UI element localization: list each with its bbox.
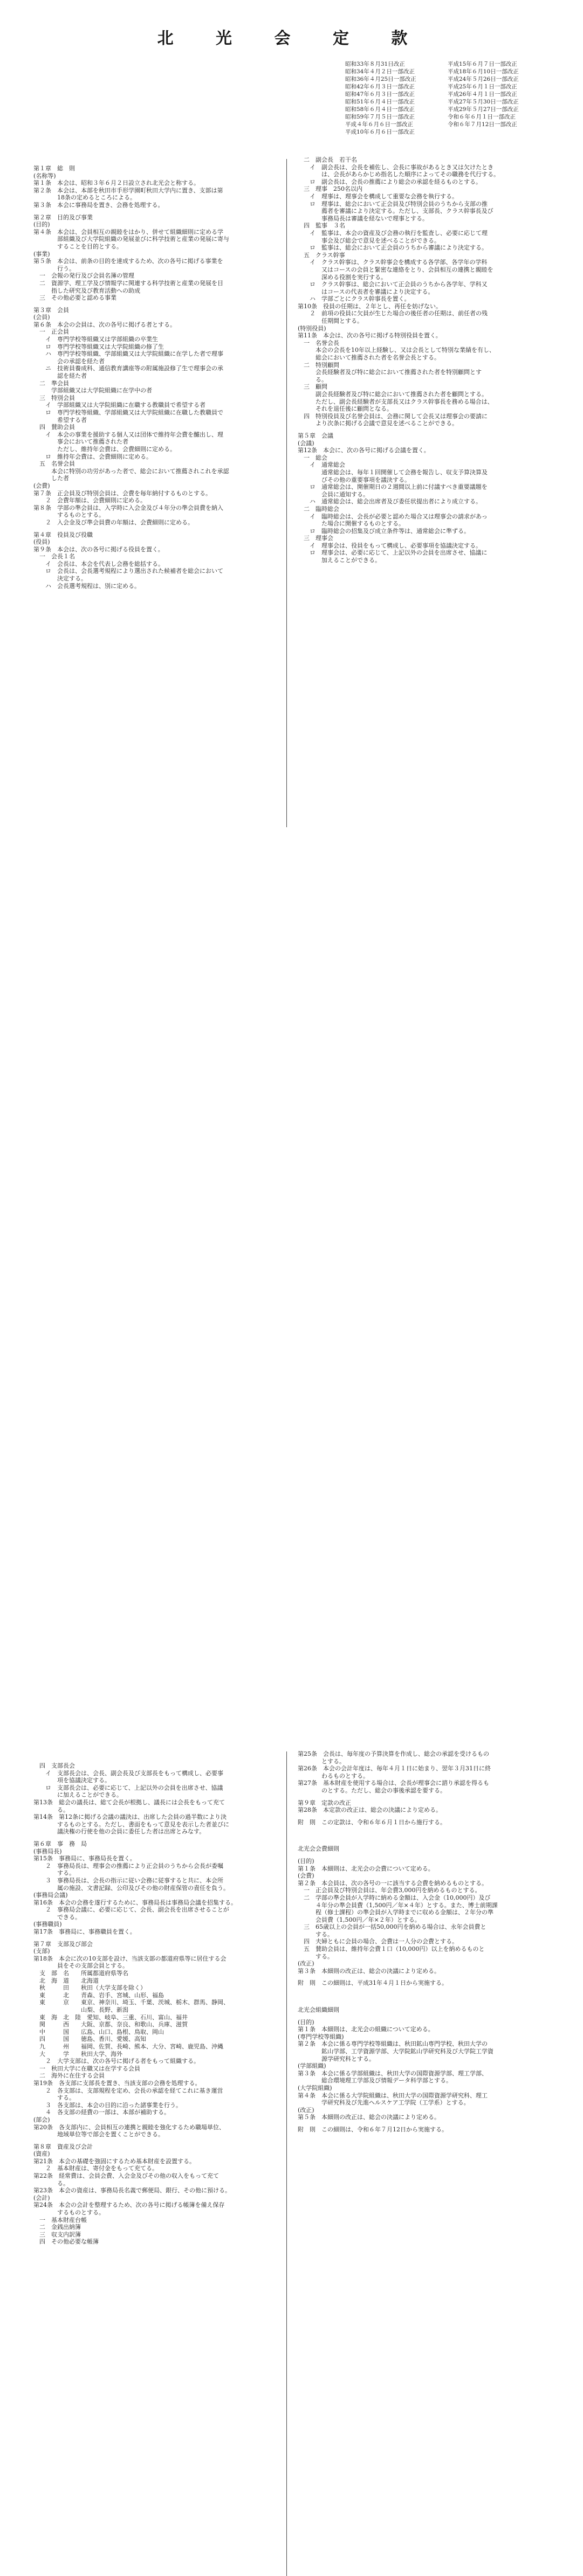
text-line: 第23条 本会の資産は、事務局長名義で郵便局、銀行、その他に預ける。 [33, 2187, 231, 2194]
text-line: イ クラス幹事は、クラス幹事会を構成する各学部、各学年の学科 [298, 259, 488, 266]
text-line: 員をその支部会員とする。 [33, 1962, 128, 1970]
text-line: ロ 理事は、総会において正会員及び特別会員のうちから支部の推 [298, 200, 488, 207]
text-line: それを退任後に顧問となる。 [298, 405, 393, 413]
text-line: 四 賛助会員 [33, 424, 75, 431]
text-line: 第７章 支部及び部会 [33, 1940, 93, 1948]
text-line: 第17条 事務局に、事務職員を置く。 [33, 1928, 136, 1936]
text-line: 附 則 この細則は、令和６年７月12日から実施する。 [298, 2125, 448, 2133]
text-line: 第２条 本会員は、次の各号の一に該当する会費を納めるものとする。 [298, 1879, 488, 1887]
text-line: ４年分の準会員費（1,500円／年×４年）とする。また、博士前期課 [298, 1901, 498, 1909]
text-line: 第６章 事 務 局 [33, 1840, 87, 1847]
text-line: できる。 [33, 1913, 81, 1921]
revision-entry: 平成４年６月６日一部改正 [345, 121, 413, 128]
text-line: (部会) [33, 2116, 50, 2123]
text-line: ただし、副会長経験者が支部長又はクラス幹事長を務める場合は、 [298, 398, 493, 405]
text-line: 第３条 本会に係る学部組織は、秋田大学の国際資源学部、理工学部、 [298, 2069, 488, 2077]
text-line: 二 資源学、理工学及び情報学に関連する科学技術と産業の発展を目 [33, 279, 223, 287]
text-line: る。 [33, 2179, 69, 2187]
text-line: 決定する。 [33, 575, 87, 583]
text-line: ロ 監事は、総会において正会員のうちから審議により決定する。 [298, 244, 488, 252]
text-line: びその他の重要事項を議決する。 [298, 476, 410, 483]
text-line: 第２条 本会に係る専門学校等組織は、秋田鉱山専門学校、秋田大学の [298, 2040, 488, 2048]
text-line: 又はコースの会員と緊密な連絡をとり、会員相互の連携と親睦を [298, 266, 493, 273]
text-line: することを目的とする。 [33, 243, 122, 250]
text-line: する。 [298, 1952, 333, 1960]
text-line: ハ 学部ごとにクラス幹事長を置く。 [298, 295, 410, 303]
revision-entry [448, 128, 550, 136]
text-line: 属の施設、文書記録、公印及びその他の財産保管の責任を負う。 [33, 1884, 229, 1892]
text-line: 加えることができる。 [298, 557, 381, 564]
page1-right-column [298, 156, 567, 564]
text-line: 秋 田 秋田（大学支部を除く） [33, 1984, 146, 1992]
text-line: 任期間とする。 [298, 317, 363, 325]
text-line: 認を経た者 [33, 372, 87, 380]
text-line: 東 海 北 陸 愛知、岐阜、三重、石川、富山、福井 [33, 2013, 188, 2021]
text-line: 鉱山学部、工学資源学部、大学院鉱山学研究科及び大学院工学資 [298, 2048, 493, 2055]
text-line: 第４条 本会に係る大学院組織は、秋田大学の国際資源学研究科、理工 [298, 2092, 488, 2099]
text-line: ３ 各支部は、本会の目的に沿った諸事業を行う。 [33, 2101, 182, 2109]
revision-row [345, 121, 577, 128]
text-line: ２ 事務局会議に、必要に応じて、会長、副会長を出席させることが [33, 1906, 229, 1914]
text-line: (大学院組織) [298, 2084, 332, 2092]
section-gap [298, 427, 567, 432]
text-line: ３ 事務局長は、会長の指示に従い会務に従事すると共に、本会所 [33, 1876, 223, 1884]
text-line: 四 特別役員及び名誉会員は、会務に関して会長又は理事会の要請に [298, 412, 488, 420]
text-line: 第22条 経常費は、会員会費、入会金及びその他の収入をもって充て [33, 2172, 219, 2180]
text-line: イ 専門学校等組織又は学部組織の卒業生 [33, 336, 158, 343]
text-line: た場合に開催するものとする。 [298, 520, 404, 528]
text-line: ２ 大学支部は、次の各号に掲げる者をもって組織する。 [33, 2058, 200, 2065]
text-line: 二 準会員 [33, 379, 69, 387]
text-line: 一 名誉会長 [298, 339, 339, 347]
text-line: 第３条 本細則の改正は、総会の決議により定める。 [298, 1967, 440, 1975]
text-line: ただし、維持年会費は、会費細則に定める。 [33, 445, 176, 453]
revision-entry: 令和６年７月12日一部改正 [448, 121, 517, 128]
text-line: (特別役員) [298, 324, 326, 332]
text-line: 五 賛助会員は、維持年会費１口（10,000円）以上を納めるものと [298, 1945, 485, 1953]
page1-left-column [33, 165, 282, 590]
text-line: 総会において推薦された者を名誉会長とする。 [298, 354, 440, 362]
section-gap [298, 1795, 567, 1799]
revision-entry: 昭和34年４月２日一部改正 [345, 68, 415, 75]
text-line: した者 [33, 475, 69, 482]
revision-entry: 平成26年４月１日一部改正 [448, 91, 517, 98]
text-line: ロ 臨時総会の招集及び成立条件等は、通常総会に準ずる。 [298, 527, 470, 535]
text-line: (目的) [298, 1857, 314, 1865]
text-line: ロ 副会長は、会長の推薦により総会の承認を経るものとする。 [298, 178, 482, 185]
text-line: (目的) [298, 2018, 314, 2026]
text-line: 山梨、長野、新潟 [33, 2006, 128, 2013]
text-line: 三 顧問 [298, 383, 327, 391]
section-gap [33, 1936, 282, 1941]
text-line: イ 支部長会は、会長、副会長及び支部長をもって構成し、必要事 [33, 1769, 223, 1777]
text-line: 第９章 定款の改正 [298, 1799, 351, 1806]
text-line: ４ 各支部の経費の一部は、本部が補助する。 [33, 2109, 170, 2116]
section-gap [298, 1836, 567, 1840]
text-line: 第26条 本会の会計年度は、毎年４月１日に始まり、翌年３月31日に終 [298, 1765, 491, 1772]
text-line: 第25条 会長は、毎年度の予算決算を作成し、総会の承認を受けるもの [298, 1750, 489, 1757]
revision-entry: 令和６年６月１日一部改正 [448, 114, 516, 120]
text-line: する。 [298, 1930, 333, 1938]
revision-row [345, 128, 577, 136]
section-gap [298, 1997, 567, 2002]
text-line: ２ 各支部は、支部規程を定め、会長の承認を経てこれに基き運営 [33, 2087, 223, 2094]
text-line: ロ 通常総会は、開催期日の２週間以上前に付議すべき重要議題を [298, 483, 488, 491]
text-line: 一 会長１名 [33, 553, 75, 560]
text-line: ニ 技術員養成科、通信教育講座等の附属施設修了生で理事会の承 [33, 365, 223, 372]
text-line: する。 [33, 2094, 75, 2102]
text-line: 第１条 本細則は、北光会の組織について定める。 [298, 2026, 434, 2033]
section-gap [298, 2121, 567, 2126]
revision-row [345, 75, 577, 83]
text-line: 三 特別会員 [33, 394, 75, 401]
text-line: 程（修士課程）の準会員が入学時までに収める金額は、２年分の準 [298, 1909, 493, 1916]
text-line: 行う。 [33, 265, 75, 272]
text-line: 第６条 本会の会員は、次の各号に掲げる者とする。 [33, 321, 176, 328]
text-line: 第２条 本会は、本部を秋田市手形学園町秋田大学内に置き、支部は第 [33, 186, 223, 194]
page2-left-column [33, 1762, 282, 2246]
revision-entry: 平成24年５月26日一部改正 [448, 76, 519, 82]
text-line: る。 [298, 376, 327, 383]
text-line: ロ クラス幹事は、総会において正会員のうちから各学年、学科又 [298, 281, 488, 288]
text-line: 第11条 本会は、次の各号に掲げる特別役員を置く。 [298, 332, 442, 340]
text-line: 会長経験者及び特に総会において推薦された者を特別顧問とす [298, 369, 482, 376]
text-line: イ 通常総会 [298, 461, 345, 469]
text-line: 一 会報の発行及び会員名簿の管理 [33, 272, 134, 280]
text-line: イ 副会長は、会長を補佐し、会長に事故があるとき又は欠けたとき [298, 163, 493, 171]
text-line: 三 65歳以上の会員が一括50,000円を納める場合は、永年会員費と [298, 1923, 486, 1931]
text-line: 第３章 会員 [33, 306, 69, 314]
section-gap [298, 1826, 567, 1831]
text-line: 源学研究科とする。 [298, 2055, 375, 2062]
text-line: ロ 支部長会は、必要に応じて、上記以外の会員を出席させ、協議 [33, 1784, 223, 1791]
text-line: 三 収支内訳簿 [33, 2231, 81, 2238]
section-gap [33, 2138, 282, 2143]
document-page-1 [0, 0, 583, 841]
column-divider [286, 1751, 287, 2576]
text-line: 第21条 本会の基礎を強固にするため基本財産を設置する。 [33, 2157, 195, 2165]
revision-entry: 平成29年５月27日一部改正 [448, 106, 519, 113]
text-line: 東 京 東京、神奈川、埼玉、千葉、茨城、栃木、群馬、静岡、 [33, 1999, 229, 2006]
text-line: 第１条 本会は、昭和３年６月２日設立され北光会と称する。 [33, 179, 200, 187]
text-line: (事務局会議) [33, 1892, 68, 1899]
text-line: 北 海 道 北海道 [33, 1977, 99, 1984]
document-title: 北 光 会 定 款 [157, 29, 426, 48]
text-line: 第13条 総会の議長は、総て会長が根拠し、議長には会長をもって充て [33, 1798, 225, 1806]
revision-entry: 平成27年５月30日一部改正 [448, 99, 519, 105]
text-line: 会の承認を経た者 [33, 357, 105, 365]
text-line: 第10条 役員の任期は、２年とし、再任を妨げない。 [298, 302, 442, 310]
revision-entry: 平成18年６月10日一部改正 [448, 68, 519, 75]
text-line: 五 クラス幹事 [298, 251, 345, 259]
text-line: 第24条 本会の会計を整理するため、次の各号に掲げる帳簿を備え保存 [33, 2201, 225, 2209]
section-gap [33, 1836, 282, 1840]
text-line: 学研究科及び先進ヘルスケア工学院（工学系）とする。 [298, 2099, 470, 2107]
text-line: イ 本会の事業を援助する個人又は団体で維持年会費を醵出し、理 [33, 431, 223, 438]
column-divider [286, 159, 287, 827]
text-line: 第８条 学部の準会員は、入学時に入会金及び４年分の準会員費を納入 [33, 504, 223, 511]
text-line: ２ 入会金及び準会員費の年額は、会費細則に定める。 [33, 518, 194, 526]
text-line: (目的) [33, 221, 50, 228]
text-line: はコースの代表者を審議により決定する。 [298, 288, 434, 295]
revision-row [345, 98, 577, 106]
section-gap [298, 1814, 567, 1819]
text-line: ハ 専門学校等組織、学部組織又は大学院組織に在学した者で理事 [33, 350, 223, 358]
revision-entry: 平成10年６月６日一部改正 [345, 129, 415, 135]
text-line: 希望する者 [33, 416, 87, 424]
text-line: 附 則 この定款は、令和６年６月１日から施行する。 [298, 1818, 446, 1826]
text-line: 北光会組織細則 [298, 2006, 339, 2014]
revision-entry: 昭和51年６月４日一部改正 [345, 99, 415, 105]
text-line: 会員に通知する。 [298, 490, 369, 498]
text-line: ２ 事務局長は、理事会の推薦により正会員のうちから会長が委嘱 [33, 1862, 223, 1869]
text-line: ２ 基本財産は、寄付金をもって充てる。 [33, 2165, 158, 2172]
revision-row [345, 113, 577, 121]
text-line: 一 正会員 [33, 328, 69, 336]
text-line: 薦者を審議により決定する。ただし、支部長、クラス幹事長及び [298, 207, 493, 215]
text-line: 第20条 各支部内に、会員相互の連携と親睦を強化するため職場単位、 [33, 2123, 225, 2131]
document-page-2 [0, 873, 583, 2246]
text-line: 支 部 名 所属都道府県等名 [33, 1970, 128, 1977]
text-line: 学部組織又は大学院組織に在学中の者 [33, 387, 152, 394]
text-line: (資産) [33, 2150, 50, 2158]
revision-entry: 昭和59年７月５日一部改正 [345, 114, 415, 120]
text-line: 第27条 基本財産を使用する場合は、会長が理事会に諮り承認を得るも [298, 1779, 489, 1787]
text-line: 二 臨時総会 [298, 505, 339, 513]
text-line: 第19条 各支部に支部長を置き、当該支部の会務を処理する。 [33, 2079, 201, 2087]
text-line: 四 国 徳島、香川、愛媛、高知 [33, 2035, 146, 2043]
text-line: 東 北 青森、岩手、宮城、山形、福島 [33, 1991, 164, 1999]
text-line: 第７条 正会員及び特別会員は、会費を毎年納付するものとする。 [33, 489, 211, 497]
text-line: 地域単位等で部会を置くことができる。 [33, 2131, 164, 2138]
text-line: ロ 理事会は、必要に応じて、上記以外の会員を出席させ、協議に [298, 549, 488, 557]
text-line: ロ 専門学校等組織、学部組織又は大学院組織に在職した教職員で [33, 409, 223, 416]
text-line: 第４条 本会は、会員相互の親睦をはかり、併せて組織細則に定める学 [33, 228, 223, 236]
section-gap [298, 2002, 567, 2006]
text-line: 事務局長は審議を経ないで理事とする。 [298, 214, 428, 222]
section-gap [33, 209, 282, 214]
section-gap [298, 1987, 567, 1992]
text-line: のとする。ただし、総会の事後承認を要する。 [298, 1786, 446, 1794]
text-line: イ 臨時総会は、会長が必要と認めた場合又は理事会の請求があっ [298, 513, 488, 520]
text-line: 一 秋田大学に在職又は在学する会員 [33, 2065, 140, 2072]
text-line: ロ 会長は、会長選考規程により選出された候補者を総会において [33, 567, 223, 575]
text-line: 四 その他必要な帳簿 [33, 2238, 99, 2246]
revision-row [345, 68, 577, 75]
text-line: 指した研究及び教育活動への助成 [33, 287, 140, 294]
revision-entry: 昭和33年８月31日改正 [345, 61, 405, 67]
text-line: 第４章 役員及び役職 [33, 531, 93, 538]
text-line: ロ 維持年会費は、会費細則に定める。 [33, 453, 152, 460]
text-line: 第16条 本会の会務を遂行するために、事務局長は事務局会議を招集する。 [33, 1899, 237, 1906]
text-line: (会費) [33, 482, 50, 489]
text-line: 第28条 本定款の改正は、総会の決議により定める。 [298, 1806, 442, 1814]
revision-entry: 平成15年６月７日一部改正 [448, 61, 517, 67]
section-gap [298, 1992, 567, 1997]
text-line: するものとする。ただし、書面をもって意見を表示した者並びに [33, 1820, 229, 1828]
text-line: ２ 会費年額は、会費細則に定める。 [33, 497, 146, 504]
text-line: 本会に特別の功労があった者で、総会において推薦されこれを承認 [33, 467, 229, 475]
section-gap [298, 1840, 567, 1845]
text-line: 会員費（1,500円／年×２年）とする。 [298, 1916, 421, 1923]
text-line: ロ 専門学校等組織又は大学院組織の修了生 [33, 343, 164, 350]
text-line: わるものとする。 [298, 1772, 369, 1779]
text-line: より次条に掲げる会議で意見を述べることができる。 [298, 420, 458, 427]
text-line: (事務局長) [33, 1847, 62, 1855]
text-line: 中 国 広島、山口、島根、鳥取、岡山 [33, 2028, 164, 2035]
text-line: 五 名誉会員 [33, 460, 75, 468]
text-line: 第５条 本細則の改正は、総会の決議により定める。 [298, 2114, 440, 2121]
text-line: (改正) [298, 2106, 314, 2114]
text-line: 第14条 第12条に掲げる会議の議決は、出席した会員の過半数により決 [33, 1813, 227, 1821]
revision-entry: 昭和58年６月４日一部改正 [345, 106, 415, 113]
text-line: (事務職員) [33, 1921, 62, 1928]
text-line: するものとする。 [33, 2209, 105, 2217]
text-line: 大 学 秋田大学、海外 [33, 2050, 122, 2058]
revision-entry: 平成25年６月１日一部改正 [448, 84, 517, 90]
text-line: (会費) [298, 1872, 314, 1880]
text-line: するものとする。 [33, 511, 105, 519]
text-line: 第12条 本会に、次の各号に掲げる会議を置く。 [298, 447, 430, 454]
text-line: (専門学校等組織) [298, 2033, 344, 2040]
text-line: (会員) [33, 314, 50, 321]
text-line: 附 則 この細則は、平成31年４月１日から実施する。 [298, 1979, 448, 1987]
text-line: 二 金銭出納簿 [33, 2224, 81, 2231]
text-line: 第２章 目的及び事業 [33, 213, 93, 221]
text-line: 第５条 本会は、前条の目的を達成するため、次の各号に掲げる事業を [33, 258, 223, 265]
text-line: ２ 前項の役員に欠員が生じた場合の後任者の任期は、前任者の残 [298, 310, 488, 317]
text-line: イ 監事は、本会の資産及び会務の執行を監査し、必要に応じて理 [298, 229, 488, 237]
text-line: 深める役割を実行する。 [298, 273, 387, 281]
section-gap [298, 1975, 567, 1979]
text-line: (事業) [33, 250, 50, 258]
text-line: 九 州 福岡、佐賀、長崎、熊本、大分、宮崎、鹿児島、沖縄 [33, 2042, 223, 2050]
text-line: 第１条 本細則は、北光会の会費について定める。 [298, 1865, 434, 1872]
text-line: (会議) [298, 439, 314, 447]
revision-row [345, 60, 577, 68]
text-line: 第３条 本会に事務局を置き、会務を処理する。 [33, 201, 164, 209]
text-line: 四 夫婦ともに会員の場合、会費は一人分の会費とする。 [298, 1938, 458, 1945]
text-line: (役員) [33, 538, 50, 546]
section-gap [33, 527, 282, 531]
text-line: (会計) [33, 2194, 50, 2201]
text-line: 議決権の行使を他の会員に委任した者は出席とみなす。 [33, 1828, 205, 1836]
section-gap [298, 1831, 567, 1836]
text-line: イ 理事会は、役員をもって構成し、必要事項を協議決定する。 [298, 542, 482, 549]
text-line: ハ 会長選考規程は、別に定める。 [33, 582, 140, 590]
text-line: 二 海外に在住する会員 [33, 2072, 105, 2080]
text-line: 二 副会長 若干名 [298, 156, 357, 163]
revision-row [345, 83, 577, 91]
text-line: 三 理事会 [298, 535, 333, 542]
revision-entry: 昭和36年４月25日一部改正 [345, 76, 416, 82]
text-line: 通常総会は、毎年１回開催して会務を報告し、収支予算決算及 [298, 468, 488, 476]
text-line: 事会において推薦された者 [33, 438, 128, 446]
text-line: 項を協議決定する。 [33, 1777, 111, 1784]
text-line: に加えることができる。 [33, 1791, 122, 1799]
text-line: する。 [33, 1869, 75, 1877]
text-line: 部組織及び大学院組織の発展並びに科学技術と産業の発展に寄与 [33, 236, 229, 243]
section-gap [298, 2014, 567, 2019]
text-line: 第15条 事務局に、事務局長を置く。 [33, 1855, 136, 1862]
revision-history [345, 60, 577, 136]
revision-entry: 昭和42年６月３日一部改正 [345, 84, 415, 90]
text-line: 一 基本財産台帳 [33, 2216, 87, 2224]
text-line: (改正) [298, 1960, 314, 1968]
text-line: 四 監事 ３名 [298, 222, 345, 230]
revision-row [345, 91, 577, 98]
text-line: る。 [33, 1806, 69, 1813]
text-line: とする。 [298, 1757, 345, 1765]
text-line: 三 その他必要と認める事業 [33, 294, 116, 302]
text-line: 北光会会費細則 [298, 1845, 339, 1853]
text-line: 事会及び総会で意見を述べることができる。 [298, 237, 440, 244]
revision-entry: 昭和47年６月３日一部改正 [345, 91, 415, 98]
text-line: 本会の会長を10年以上経験し、又は会長として特別な業績を有し、 [298, 347, 495, 354]
text-line: イ 学部組織又は大学院組織に在職する教職員で希望する者 [33, 401, 205, 409]
section-gap [298, 1853, 567, 1858]
text-line: (学部組織) [298, 2062, 326, 2070]
text-line: 第５章 会議 [298, 432, 333, 439]
text-line: ハ 通常総会は、総会出席者及び委任状提出者により成立する。 [298, 498, 482, 505]
text-line: イ 会長は、本会を代表し会務を総括する。 [33, 560, 164, 567]
text-line: 18条の定めるところによる。 [33, 194, 136, 202]
text-line: 一 総会 [298, 454, 327, 461]
text-line: 第８章 資産及び会計 [33, 2143, 93, 2150]
text-line: イ 理事は、理事会を構成して重要な会務を執行する。 [298, 192, 458, 200]
page2-right-column [298, 1750, 567, 2134]
text-line: 二 特別顧問 [298, 361, 339, 369]
text-line: 二 学部の準会員が入学時に納める金額は、入会金（10,000円）及び [298, 1894, 491, 1901]
text-line: 副会長経験者及び特に総会において推薦された者を顧問とする。 [298, 391, 488, 398]
text-line: (名称等) [33, 172, 56, 179]
text-line: 第１章 総 則 [33, 165, 75, 172]
text-line: 第９条 本会は、次の各号に掲げる役員を置く。 [33, 545, 164, 553]
text-line: 第18条 本会に次の10支部を設け、当該支部の都道府県等に居住する会 [33, 1955, 227, 1962]
text-line: は、会長があらかじめ指名した順序によってその職務を代行する。 [298, 171, 499, 178]
text-line: 一 正会員及び特別会員は、年会費3,000円を納めるものとする。 [298, 1887, 481, 1894]
text-line: 三 理事 250名以内 [298, 185, 362, 193]
text-line: 四 支部長会 [33, 1762, 75, 1769]
text-line: 関 西 大阪、京都、奈良、和歌山、兵庫、滋賀 [33, 2021, 188, 2028]
section-gap [33, 302, 282, 307]
text-line: (支部) [33, 1948, 50, 1955]
text-line: 総合環境理工学部及び情報データ科学部とする。 [298, 2077, 452, 2085]
revision-row [345, 106, 577, 113]
